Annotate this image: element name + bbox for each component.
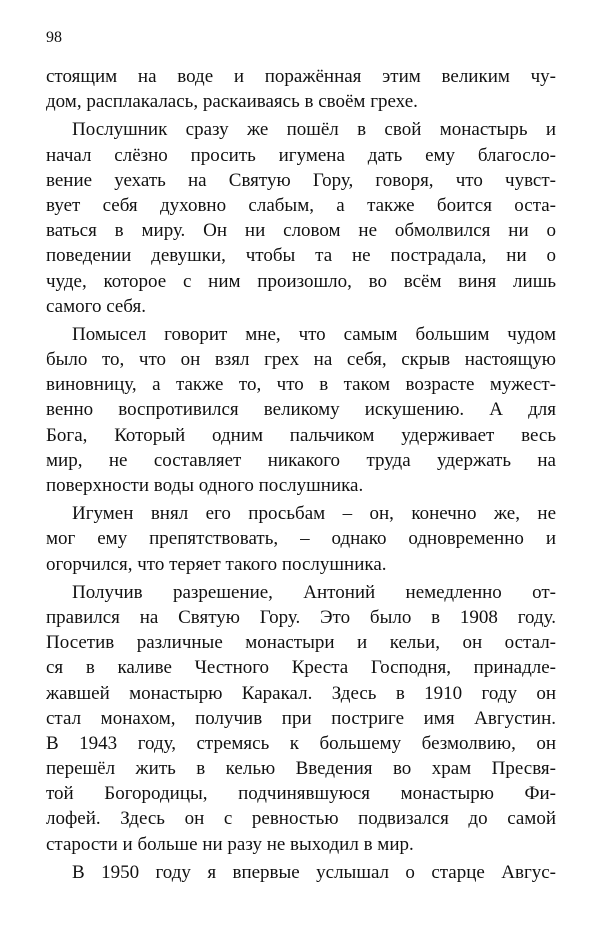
text-line: вует себя духовно слабым, а также боится оста- bbox=[46, 194, 556, 216]
text-line: самого себя. bbox=[46, 295, 146, 317]
text-line: той Богородицы, подчинявшуюся монастырю Фи- bbox=[46, 783, 556, 805]
text-line: ся в каливе Честного Креста Господня, принадле- bbox=[46, 657, 556, 679]
text-line: Бога, Который одним пальчиком удерживает весь bbox=[46, 424, 556, 446]
paragraph bbox=[46, 322, 556, 498]
paragraph bbox=[46, 580, 556, 857]
text-line: огорчился, что теряет такого послушника. bbox=[46, 553, 387, 575]
text-line: Посетив различные монастыри и кельи, он остал- bbox=[46, 632, 556, 654]
text-line: лофей. Здесь он с ревностью подвизался до самой bbox=[46, 808, 556, 830]
text-line: дом, расплакалась, раскаиваясь в своём грехе. bbox=[46, 91, 418, 113]
text-line: стоящим на воде и поражённая этим великим чу- bbox=[46, 66, 556, 87]
text-line: старости и больше ни разу не выходил в мир. bbox=[46, 833, 414, 855]
text-line: жавшей монастырю Каракал. Здесь в 1910 году он bbox=[46, 682, 556, 704]
text-line: правился на Святую Гору. Это было в 1908 году. bbox=[46, 606, 556, 628]
text-line: венно воспротивился великому искушению. А для bbox=[46, 399, 556, 421]
text-line: стал монахом, получив при постриге имя Августин. bbox=[46, 707, 556, 729]
text-line: виновницу, а также то, что в таком возрасте мужест- bbox=[46, 374, 556, 396]
text-line: ваться в миру. Он ни словом не обмолвился ни о bbox=[46, 220, 556, 242]
page-number: 98 bbox=[46, 29, 62, 46]
body-text bbox=[46, 64, 556, 888]
text-line: В 1943 году, стремясь к большему безмолвию, он bbox=[46, 732, 556, 754]
text-line: Помысел говорит мне, что самым большим чудом bbox=[72, 323, 556, 345]
text-line: мог ему препятствовать, – однако одновременно и bbox=[46, 528, 556, 550]
text-line: чуде, которое с ним произошло, во всём виня лишь bbox=[46, 270, 556, 292]
text-line: В 1950 году я впервые услышал о старце Авгус- bbox=[72, 861, 556, 883]
text-line: было то, что он взял грех на себя, скрыв настоящую bbox=[46, 349, 556, 371]
paragraph bbox=[46, 117, 556, 319]
text-line: вение уехать на Святую Гору, говоря, что чувст- bbox=[46, 169, 556, 191]
paragraph bbox=[46, 64, 556, 114]
text-line: Игумен внял его просьбам – он, конечно же, не bbox=[72, 503, 556, 525]
text-line: Послушник сразу же пошёл в свой монастырь и bbox=[72, 119, 556, 141]
paragraph bbox=[46, 501, 556, 577]
text-line: Получив разрешение, Антоний немедленно от- bbox=[72, 581, 556, 603]
text-line: поведении девушки, чтобы та не пострадала, ни о bbox=[46, 245, 556, 267]
text-line: начал слёзно просить игумена дать ему благосло- bbox=[46, 144, 556, 166]
text-line: мир, не составляет никакого труда удержать на bbox=[46, 449, 556, 471]
text-line: перешёл жить в келью Введения во храм Пресвя- bbox=[46, 758, 556, 780]
text-line: поверхности воды одного послушника. bbox=[46, 475, 364, 496]
paragraph bbox=[46, 860, 556, 885]
